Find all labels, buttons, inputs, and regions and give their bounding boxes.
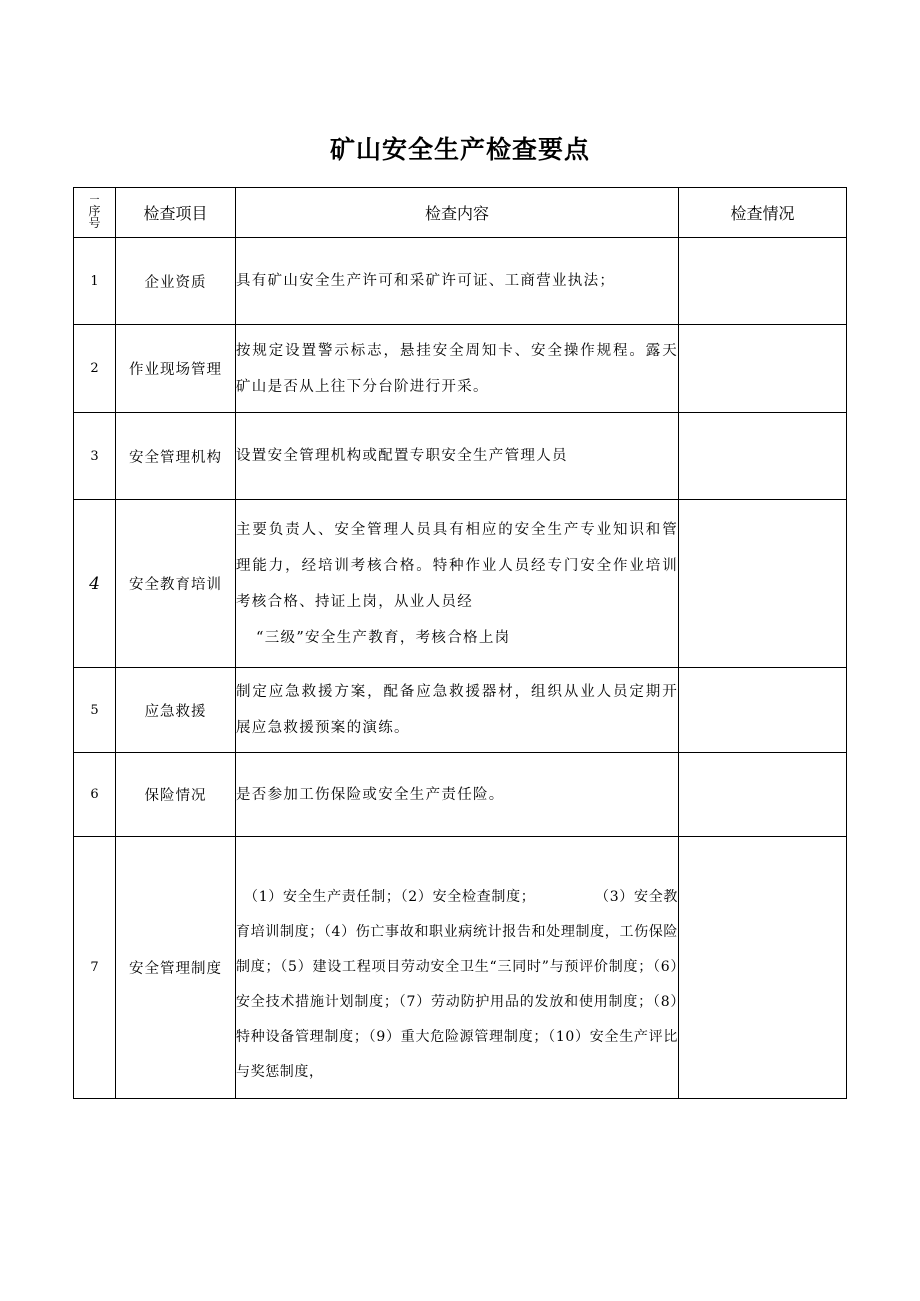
check-content	[236, 668, 679, 753]
content-line: 主要负责人、安全管理人员具有相应的安全生产专业知识和管理能力，经培训考核合格。特种作业人员经专门安全作业培训考核合格、持证上岗，从业人员经	[236, 521, 678, 610]
check-item: 安全管理制度	[116, 837, 236, 1099]
row-number: 5	[74, 668, 116, 753]
row-number: 3	[74, 413, 116, 500]
row-number: 6	[74, 753, 116, 837]
check-item: 安全教育培训	[116, 500, 236, 668]
table-row	[74, 837, 847, 1099]
check-item: 安全管理机构	[116, 413, 236, 500]
check-content	[236, 837, 679, 1099]
inspection-table	[73, 187, 847, 1099]
check-content	[236, 413, 679, 500]
check-item: 企业资质	[116, 238, 236, 325]
document-title: 矿山安全生产检查要点	[329, 135, 590, 164]
table-header-row	[74, 188, 847, 238]
check-status-cell[interactable]	[679, 238, 847, 325]
check-status-cell[interactable]	[679, 500, 847, 668]
content-line: 设置安全管理机构或配置专职安全生产管理人员	[236, 448, 568, 464]
header-no-line2: 号	[88, 215, 101, 230]
row-number: 7	[74, 837, 116, 1099]
check-content	[236, 325, 679, 413]
content-line: 具有矿山安全生产许可和采矿许可证、工商营业执法；	[236, 273, 616, 289]
row-number: 2	[74, 325, 116, 413]
table-row	[74, 668, 847, 753]
content-line: 按规定设置警示标志，悬挂安全周知卡、安全操作规程。露天矿山是否从上往下分台阶进行开采。	[236, 342, 678, 395]
table-row	[74, 753, 847, 837]
header-no-mark: 一	[89, 194, 100, 206]
header-no	[74, 188, 116, 238]
header-item: 检查项目	[116, 188, 236, 238]
header-status: 检查情况	[679, 188, 847, 238]
table-row	[74, 500, 847, 668]
check-status-cell[interactable]	[679, 668, 847, 753]
check-item: 作业现场管理	[116, 325, 236, 413]
row-number: 4	[74, 500, 116, 668]
header-no-line1: 序	[88, 203, 101, 218]
check-status-cell[interactable]	[679, 753, 847, 837]
row-number: 1	[74, 238, 116, 325]
header-content: 检查内容	[236, 188, 679, 238]
check-status-cell[interactable]	[679, 413, 847, 500]
table-row	[74, 238, 847, 325]
check-content	[236, 500, 679, 668]
content-line: 制定应急救援方案，配备应急救援器材，组织从业人员定期开展应急救援预案的演练。	[236, 684, 678, 736]
check-status-cell[interactable]	[679, 837, 847, 1099]
table-row	[74, 325, 847, 413]
check-status-cell[interactable]	[679, 325, 847, 413]
content-line: 是否参加工伤保险或安全生产责任险。	[236, 786, 505, 803]
content-line: “三级”安全生产教育，考核合格上岗	[256, 629, 511, 646]
table-row	[74, 413, 847, 500]
check-content	[236, 753, 679, 837]
check-item: 保险情况	[116, 753, 236, 837]
check-content	[236, 238, 679, 325]
content-line: （1）安全生产责任制；（2）安全检查制度； （3）安全教育培训制度；（4）伤亡事故和职业病统计报告和处理制度，工伤保险制度；（5）建设工程项目劳动安全卫生“三同时”与预评价制度；（6）安全技术措施计划制度；（7）劳动防护用品的发放和使用制度；（8）特种设备管理制度；（9）重大危险源管理制度；（10）安全生产评比与奖惩制度，	[236, 889, 678, 1080]
check-item: 应急救援	[116, 668, 236, 753]
